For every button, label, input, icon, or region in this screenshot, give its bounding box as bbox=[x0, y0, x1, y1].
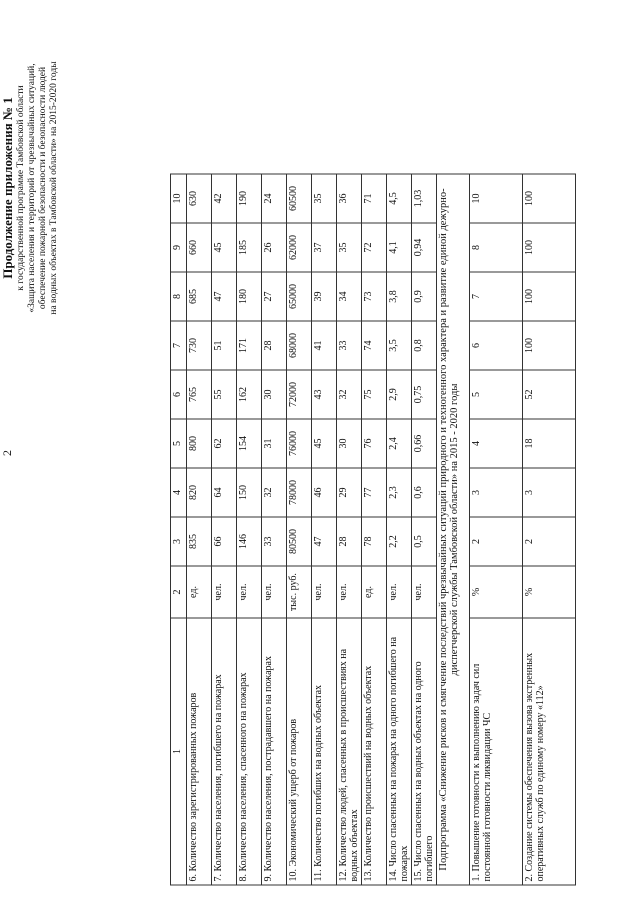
indicator-value: 685 bbox=[187, 272, 212, 321]
indicator-value: 4 bbox=[470, 419, 523, 468]
indicator-value: 29 bbox=[337, 468, 362, 517]
indicator-value: 180 bbox=[237, 272, 262, 321]
indicator-value: 60500 bbox=[287, 174, 312, 223]
indicator-value: 0,9 bbox=[412, 272, 437, 321]
indicator-value: 100 bbox=[523, 272, 576, 321]
indicator-value: 820 bbox=[187, 468, 212, 517]
appendix-line: к государственной программе Тамбовской области bbox=[16, 84, 26, 291]
col-number: 2 bbox=[171, 566, 187, 618]
table-row bbox=[387, 174, 412, 885]
indicator-value: 0,6 bbox=[412, 468, 437, 517]
indicator-value: 150 bbox=[237, 468, 262, 517]
indicator-value: 3 bbox=[523, 468, 576, 517]
table-row bbox=[287, 174, 312, 885]
indicator-value: 2,3 bbox=[387, 468, 412, 517]
indicator-value: 73 bbox=[362, 272, 387, 321]
indicator-value: 28 bbox=[262, 321, 287, 370]
indicator-value: 33 bbox=[337, 321, 362, 370]
indicator-unit: чел. bbox=[387, 566, 412, 618]
indicator-value: 36 bbox=[337, 174, 362, 223]
indicator-value: 2 bbox=[523, 517, 576, 566]
indicator-value: 77 bbox=[362, 468, 387, 517]
indicator-value: 0,8 bbox=[412, 321, 437, 370]
indicator-value: 4,5 bbox=[387, 174, 412, 223]
indicator-value: 76000 bbox=[287, 419, 312, 468]
indicator-value: 3,8 bbox=[387, 272, 412, 321]
indicator-value: 62000 bbox=[287, 223, 312, 272]
indicator-unit: чел. bbox=[237, 566, 262, 618]
indicator-value: 7 bbox=[470, 272, 523, 321]
indicator-value: 45 bbox=[212, 223, 237, 272]
table-row bbox=[262, 174, 287, 885]
col-number: 10 bbox=[171, 174, 187, 223]
indicator-unit: тыс. руб. bbox=[287, 566, 312, 618]
table-row bbox=[212, 174, 237, 885]
indicator-name: 6. Количество зарегистрированных пожаров bbox=[187, 618, 212, 885]
indicator-value: 660 bbox=[187, 223, 212, 272]
indicator-value: 100 bbox=[523, 321, 576, 370]
indicator-unit: чел. bbox=[262, 566, 287, 618]
indicator-value: 78 bbox=[362, 517, 387, 566]
indicator-value: 43 bbox=[312, 370, 337, 419]
appendix-title: Продолжение приложения № 1 bbox=[0, 96, 15, 279]
subprogram-title: Подпрограмма «Снижение рисков и смягчение последствий чрезвычайных ситуаций природного и техногенного характера и развитие единой дежурно-диспетчерской службы Тамбовской области» на 2015 - 2020 годы bbox=[437, 174, 470, 885]
indicator-value: 52 bbox=[523, 370, 576, 419]
indicator-value: 72000 bbox=[287, 370, 312, 419]
indicator-value: 74 bbox=[362, 321, 387, 370]
indicator-value: 3,5 bbox=[387, 321, 412, 370]
indicator-value: 100 bbox=[523, 223, 576, 272]
table-row bbox=[523, 174, 576, 885]
indicator-value: 32 bbox=[337, 370, 362, 419]
indicator-value: 35 bbox=[312, 174, 337, 223]
col-number: 6 bbox=[171, 370, 187, 419]
indicator-value: 80500 bbox=[287, 517, 312, 566]
indicator-name: 10. Экономический ущерб от пожаров bbox=[287, 618, 312, 885]
subprogram-row bbox=[437, 174, 470, 885]
indicator-value: 3 bbox=[470, 468, 523, 517]
indicator-value: 33 bbox=[262, 517, 287, 566]
indicator-value: 171 bbox=[237, 321, 262, 370]
indicator-value: 800 bbox=[187, 419, 212, 468]
indicator-unit: чел. bbox=[212, 566, 237, 618]
indicator-value: 31 bbox=[262, 419, 287, 468]
col-number: 4 bbox=[171, 468, 187, 517]
table-row bbox=[470, 174, 523, 885]
indicator-unit: чел. bbox=[412, 566, 437, 618]
indicator-value: 32 bbox=[262, 468, 287, 517]
col-number: 9 bbox=[171, 223, 187, 272]
indicator-value: 0,75 bbox=[412, 370, 437, 419]
indicator-value: 190 bbox=[237, 174, 262, 223]
indicator-name: 15. Число спасенных на водных объектах на одного погибшего bbox=[412, 618, 437, 885]
indicator-value: 26 bbox=[262, 223, 287, 272]
indicator-value: 4,1 bbox=[387, 223, 412, 272]
indicator-value: 75 bbox=[362, 370, 387, 419]
table-row bbox=[412, 174, 437, 885]
indicator-unit: % bbox=[523, 566, 576, 618]
indicator-name: 1. Повышение готовности к выполнению задач сил постоянной готовности ликвидации ЧС bbox=[470, 618, 523, 885]
indicator-unit: чел. bbox=[337, 566, 362, 618]
indicator-name: 7. Количество населения, погибшего на пожарах bbox=[212, 618, 237, 885]
col-number: 7 bbox=[171, 321, 187, 370]
col-number: 5 bbox=[171, 419, 187, 468]
appendix-line: на водных объектах в Тамбовской области» на 2015-2020 годы bbox=[49, 60, 59, 315]
indicator-value: 45 bbox=[312, 419, 337, 468]
appendix-line: «Защита населения и территорий от чрезвычайных ситуаций, bbox=[27, 62, 37, 313]
indicator-name: 9. Количество населения, пострадавшего на пожарах bbox=[262, 618, 287, 885]
indicator-value: 100 bbox=[523, 174, 576, 223]
indicator-value: 68000 bbox=[287, 321, 312, 370]
appendix-line: обеспечение пожарной безопасности и безопасности людей bbox=[38, 66, 48, 309]
indicator-value: 27 bbox=[262, 272, 287, 321]
indicator-value: 46 bbox=[312, 468, 337, 517]
indicator-value: 765 bbox=[187, 370, 212, 419]
indicator-name: 14. Число спасенных на пожарах на одного погибшего на пожарах bbox=[387, 618, 412, 885]
indicator-value: 0,5 bbox=[412, 517, 437, 566]
indicator-value: 5 bbox=[470, 370, 523, 419]
indicator-value: 185 bbox=[237, 223, 262, 272]
indicator-value: 65000 bbox=[287, 272, 312, 321]
indicator-value: 47 bbox=[312, 517, 337, 566]
indicator-value: 18 bbox=[523, 419, 576, 468]
indicator-value: 34 bbox=[337, 272, 362, 321]
indicator-value: 24 bbox=[262, 174, 287, 223]
indicator-value: 162 bbox=[237, 370, 262, 419]
column-number-row bbox=[171, 174, 187, 885]
indicator-value: 42 bbox=[212, 174, 237, 223]
indicators-table bbox=[170, 173, 576, 885]
indicator-value: 64 bbox=[212, 468, 237, 517]
indicator-value: 2,9 bbox=[387, 370, 412, 419]
indicator-value: 35 bbox=[337, 223, 362, 272]
indicator-value: 146 bbox=[237, 517, 262, 566]
indicator-value: 0,66 bbox=[412, 419, 437, 468]
indicator-name: 12. Количество людей, спасенных в происшествиях на водных объектах bbox=[337, 618, 362, 885]
indicator-value: 71 bbox=[362, 174, 387, 223]
table-row bbox=[187, 174, 212, 885]
indicator-unit: чел. bbox=[312, 566, 337, 618]
indicator-value: 0,94 bbox=[412, 223, 437, 272]
indicator-value: 1,03 bbox=[412, 174, 437, 223]
indicator-value: 62 bbox=[212, 419, 237, 468]
indicator-unit: ед. bbox=[362, 566, 387, 618]
indicator-value: 28 bbox=[337, 517, 362, 566]
appendix-header bbox=[0, 10, 60, 365]
indicator-value: 835 bbox=[187, 517, 212, 566]
indicator-name: 2. Создание системы обеспечения вызова экстренных оперативных служб по единому номеру «112» bbox=[523, 618, 576, 885]
indicator-value: 2,2 bbox=[387, 517, 412, 566]
indicator-value: 47 bbox=[212, 272, 237, 321]
indicator-value: 30 bbox=[337, 419, 362, 468]
indicator-value: 730 bbox=[187, 321, 212, 370]
indicator-value: 6 bbox=[470, 321, 523, 370]
col-number: 3 bbox=[171, 517, 187, 566]
indicator-value: 154 bbox=[237, 419, 262, 468]
indicator-value: 10 bbox=[470, 174, 523, 223]
indicator-value: 630 bbox=[187, 174, 212, 223]
table-row bbox=[362, 174, 387, 885]
indicator-value: 55 bbox=[212, 370, 237, 419]
indicator-value: 78000 bbox=[287, 468, 312, 517]
col-number: 1 bbox=[171, 618, 187, 885]
indicator-value: 8 bbox=[470, 223, 523, 272]
table-row bbox=[337, 174, 362, 885]
indicator-name: 13. Количество происшествий на водных объектах bbox=[362, 618, 387, 885]
indicator-value: 51 bbox=[212, 321, 237, 370]
indicator-value: 37 bbox=[312, 223, 337, 272]
table-row bbox=[312, 174, 337, 885]
indicator-value: 39 bbox=[312, 272, 337, 321]
table-row bbox=[237, 174, 262, 885]
indicator-value: 30 bbox=[262, 370, 287, 419]
indicator-value: 2 bbox=[470, 517, 523, 566]
indicator-value: 72 bbox=[362, 223, 387, 272]
col-number: 8 bbox=[171, 272, 187, 321]
indicator-value: 76 bbox=[362, 419, 387, 468]
indicator-unit: % bbox=[470, 566, 523, 618]
indicator-name: 11. Количество погибших на водных объектах bbox=[312, 618, 337, 885]
indicator-value: 2,4 bbox=[387, 419, 412, 468]
indicator-name: 8. Количество населения, спасенного на пожарах bbox=[237, 618, 262, 885]
indicator-unit: ед. bbox=[187, 566, 212, 618]
indicator-value: 41 bbox=[312, 321, 337, 370]
page-number: 2 bbox=[0, 449, 14, 456]
indicator-value: 66 bbox=[212, 517, 237, 566]
